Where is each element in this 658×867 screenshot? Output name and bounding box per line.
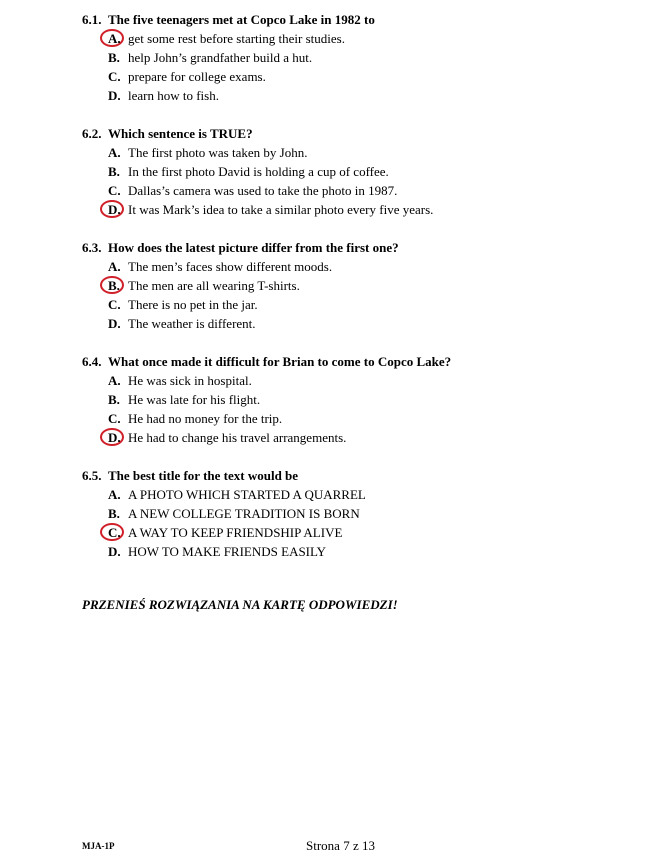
question-6-2 [82, 124, 642, 219]
option-letter: C. [108, 297, 121, 312]
option-text: He was sick in hospital. [128, 373, 252, 388]
option-letter: A. [108, 145, 121, 160]
question-title [82, 10, 642, 29]
option-a[interactable] [82, 143, 642, 162]
option-letter: B. [108, 506, 120, 521]
option-text: He had to change his travel arrangements. [128, 430, 347, 445]
option-b[interactable] [82, 504, 642, 523]
option-d[interactable] [82, 86, 642, 105]
option-c[interactable] [82, 523, 642, 542]
option-letter: D. [108, 316, 121, 331]
option-letter: C. [108, 69, 121, 84]
option-a[interactable] [82, 371, 642, 390]
option-text: There is no pet in the jar. [128, 297, 258, 312]
question-number: 6.4. [82, 354, 102, 369]
question-number: 6.5. [82, 468, 102, 483]
option-a[interactable] [82, 29, 642, 48]
option-text: HOW TO MAKE FRIENDS EASILY [128, 544, 327, 559]
option-text: Dallas’s camera was used to take the photo in 1987. [128, 183, 398, 198]
option-a[interactable] [82, 257, 642, 276]
option-text: learn how to fish. [128, 88, 219, 103]
option-text: The men’s faces show different moods. [128, 259, 333, 274]
option-text: In the first photo David is holding a cup of coffee. [128, 164, 389, 179]
option-letter: D. [108, 544, 121, 559]
question-number: 6.3. [82, 240, 102, 255]
question-6-3 [82, 238, 642, 333]
option-letter: A. [108, 259, 121, 274]
option-b[interactable] [82, 390, 642, 409]
question-title [82, 238, 642, 257]
question-text: Which sentence is TRUE? [108, 126, 253, 141]
option-letter: C. [108, 525, 121, 540]
option-d[interactable] [82, 542, 642, 561]
question-text: How does the latest picture differ from the first one? [108, 240, 399, 255]
exam-code: MJA-1P [82, 841, 115, 851]
option-letter: A. [108, 373, 121, 388]
question-text: The best title for the text would be [108, 468, 299, 483]
option-letter: B. [108, 392, 120, 407]
option-b[interactable] [82, 48, 642, 67]
option-letter: A. [108, 31, 121, 46]
option-text: The first photo was taken by John. [128, 145, 308, 160]
option-text: get some rest before starting their studies. [128, 31, 345, 46]
option-text: The weather is different. [128, 316, 256, 331]
option-letter: D. [108, 202, 121, 217]
question-number: 6.1. [82, 12, 102, 27]
option-text: He was late for his flight. [128, 392, 261, 407]
option-letter: D. [108, 88, 121, 103]
option-letter: B. [108, 50, 120, 65]
option-text: A NEW COLLEGE TRADITION IS BORN [128, 506, 360, 521]
option-text: A PHOTO WHICH STARTED A QUARREL [128, 487, 366, 502]
option-text: help John’s grandfather build a hut. [128, 50, 313, 65]
option-c[interactable] [82, 295, 642, 314]
option-text: He had no money for the trip. [128, 411, 283, 426]
option-c[interactable] [82, 181, 642, 200]
option-d[interactable] [82, 200, 642, 219]
option-letter: B. [108, 278, 120, 293]
option-text: prepare for college exams. [128, 69, 266, 84]
question-number: 6.2. [82, 126, 102, 141]
option-letter: D. [108, 430, 121, 445]
option-text: The men are all wearing T-shirts. [128, 278, 300, 293]
question-title [82, 466, 642, 485]
question-title [82, 352, 642, 371]
question-text: What once made it difficult for Brian to come to Copco Lake? [108, 354, 452, 369]
option-b[interactable] [82, 162, 642, 181]
question-6-5 [82, 466, 642, 561]
option-text: A WAY TO KEEP FRIENDSHIP ALIVE [128, 525, 343, 540]
option-d[interactable] [82, 428, 642, 447]
option-letter: C. [108, 411, 121, 426]
question-6-1 [82, 10, 642, 105]
option-letter: A. [108, 487, 121, 502]
option-letter: B. [108, 164, 120, 179]
question-6-4 [82, 352, 642, 447]
option-b[interactable] [82, 276, 642, 295]
question-text: The five teenagers met at Copco Lake in 1982 to [108, 12, 375, 27]
option-d[interactable] [82, 314, 642, 333]
option-a[interactable] [82, 485, 642, 504]
option-text: It was Mark’s idea to take a similar photo every five years. [128, 202, 434, 217]
question-title [82, 124, 642, 143]
transfer-answers-instruction: PRZENIEŚ ROZWIĄZANIA NA KARTĘ ODPOWIEDZI! [82, 597, 398, 612]
option-letter: C. [108, 183, 121, 198]
page-number: Strona 7 z 13 [306, 838, 375, 853]
option-c[interactable] [82, 409, 642, 428]
option-c[interactable] [82, 67, 642, 86]
